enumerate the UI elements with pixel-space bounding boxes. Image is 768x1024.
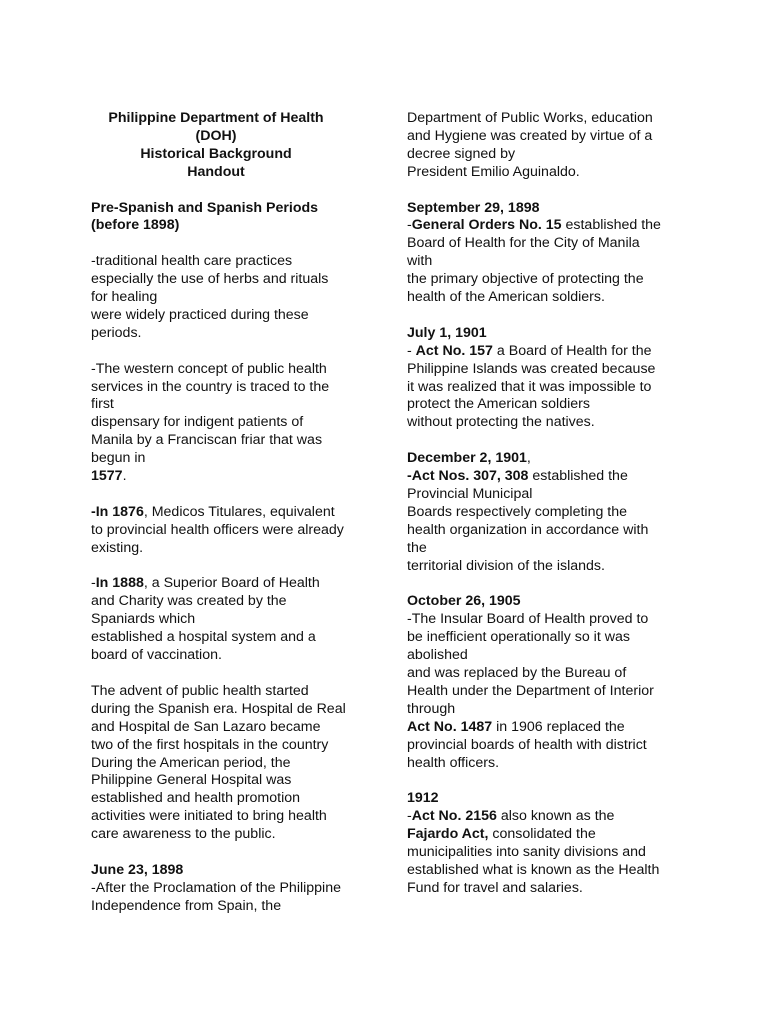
text-run: -The western concept of public health	[91, 360, 327, 377]
text-run: Philippine Islands was created because	[407, 360, 656, 377]
text-line	[407, 128, 692, 146]
text-run: were widely practiced during these	[91, 306, 309, 323]
text-line	[91, 540, 371, 558]
text-run: -After the Proclamation of the Philippine	[91, 879, 341, 896]
text-line	[407, 450, 692, 468]
text-line	[407, 325, 692, 343]
text-line	[91, 575, 371, 593]
paragraph-gap	[91, 235, 371, 253]
text-line	[91, 880, 371, 898]
text-run: Provincial Municipal	[407, 485, 533, 502]
text-line	[91, 772, 371, 790]
text-line	[407, 719, 692, 737]
text-run: , Medicos Titulares, equivalent	[143, 503, 335, 520]
text-line	[91, 379, 371, 397]
text-run: consolidated the	[488, 826, 596, 843]
bold-text: In 1888	[95, 575, 144, 592]
text-run: during the Spanish era. Hospital de Real	[91, 700, 346, 717]
bold-text: June 23, 1898	[91, 861, 184, 878]
text-line	[91, 737, 371, 755]
text-run: Independence from Spain, the	[91, 897, 282, 914]
text-line	[407, 200, 692, 218]
text-run: established the	[528, 468, 628, 485]
text-run: municipalities into sanity divisions and	[407, 844, 646, 861]
text-run: Philippine General Hospital was	[91, 772, 292, 789]
bold-text: Pre-Spanish and Spanish Periods	[91, 199, 319, 216]
text-line	[407, 396, 692, 414]
text-run: without protecting the natives.	[407, 414, 595, 431]
text-run: Manila by a Franciscan friar that was	[91, 432, 323, 449]
text-run: especially the use of herbs and rituals	[91, 271, 329, 288]
paragraph-gap	[91, 844, 371, 862]
paragraph-gap	[91, 558, 371, 576]
text-line	[407, 790, 692, 808]
bold-text: 1912	[407, 790, 439, 807]
text-run: -The Insular Board of Health proved to	[407, 611, 649, 628]
text-line	[91, 593, 371, 611]
bold-text: Act No. 1487	[407, 718, 493, 735]
text-run: two of the first hospitals in the country	[91, 736, 329, 753]
title-line: Philippine Department of Health	[108, 110, 324, 126]
text-line	[407, 665, 692, 683]
text-line	[91, 755, 371, 773]
text-run: -traditional health care practices	[91, 253, 293, 270]
text-line	[407, 737, 692, 755]
text-run: the primary objective of protecting the	[407, 271, 644, 288]
text-line	[407, 647, 692, 665]
left-column-body	[91, 182, 371, 916]
text-line	[407, 862, 692, 880]
paragraph-gap	[91, 486, 371, 504]
text-run: -	[407, 808, 412, 825]
text-line	[407, 629, 692, 647]
bold-text: 1577	[91, 468, 123, 485]
text-line	[407, 826, 692, 844]
bold-text: Act No. 157	[415, 342, 493, 359]
text-line	[91, 862, 371, 880]
text-line	[91, 289, 371, 307]
title-line: (DOH)	[195, 127, 237, 144]
text-run: it was realized that it was impossible to	[407, 378, 652, 395]
text-run: -	[407, 342, 416, 359]
text-line	[91, 808, 371, 826]
text-line	[407, 361, 692, 379]
bold-text: -Act Nos. 307, 308	[407, 468, 529, 485]
text-line	[407, 235, 692, 253]
paragraph-gap	[407, 772, 692, 790]
text-run: Board of Health for the City of Manila	[407, 235, 640, 252]
text-run: -	[407, 217, 412, 234]
text-line	[407, 522, 692, 540]
text-line	[407, 110, 692, 128]
text-run: periods.	[91, 324, 142, 341]
text-line	[91, 200, 371, 218]
paragraph-gap	[407, 307, 692, 325]
text-run: ,	[526, 450, 531, 467]
text-run: established a hospital system and a	[91, 629, 316, 646]
text-line	[91, 307, 371, 325]
title-line: Historical Background	[140, 145, 292, 162]
text-line	[91, 432, 371, 450]
text-line	[407, 414, 692, 432]
text-run: services in the country is traced to the	[91, 378, 330, 395]
handout-title	[91, 110, 341, 182]
text-line	[407, 755, 692, 773]
text-run: a Board of Health for the	[492, 342, 652, 359]
text-line	[91, 361, 371, 379]
text-run: decree signed by	[407, 145, 516, 162]
right-column-body	[407, 110, 692, 898]
text-line	[407, 808, 692, 826]
text-line	[407, 468, 692, 486]
bold-text: September 29, 1898	[407, 199, 540, 216]
text-run: Department of Public Works, education	[407, 110, 653, 126]
text-line	[407, 880, 692, 898]
bold-text: -In 1876	[91, 503, 144, 520]
text-run: first	[91, 396, 114, 413]
bold-text: Act No. 2156	[411, 808, 497, 825]
bold-text: July 1, 1901	[407, 324, 487, 341]
paragraph-gap	[407, 576, 692, 594]
text-line	[91, 611, 371, 629]
text-run: established the	[561, 217, 661, 234]
text-run: Health under the Department of Interior	[407, 682, 654, 699]
text-run: established what is known as the Health	[407, 861, 660, 878]
left-column	[91, 110, 371, 916]
text-run: Boards respectively completing the	[407, 503, 628, 520]
text-line	[91, 629, 371, 647]
text-run: and Hospital de San Lazaro became	[91, 718, 321, 735]
text-run: dispensary for indigent patients of	[91, 414, 304, 431]
text-line	[407, 289, 692, 307]
text-run: .	[122, 468, 127, 485]
text-run: abolished	[407, 647, 468, 664]
paragraph-gap	[91, 665, 371, 683]
text-run: During the American period, the	[91, 754, 291, 771]
text-line	[91, 647, 371, 665]
text-line	[407, 486, 692, 504]
text-line	[407, 683, 692, 701]
text-line	[407, 540, 692, 558]
title-line: Handout	[187, 163, 245, 180]
text-line	[407, 146, 692, 164]
text-run: and Hygiene was created by virtue of a	[407, 127, 653, 144]
text-run: health organization in accordance with	[407, 521, 649, 538]
text-line	[91, 271, 371, 289]
bold-text: Fajardo Act,	[407, 826, 489, 843]
text-run: health of the American soldiers.	[407, 289, 605, 306]
text-run: , a Superior Board of Health	[143, 575, 320, 592]
text-line	[91, 701, 371, 719]
paragraph-gap	[407, 182, 692, 200]
text-line	[91, 683, 371, 701]
text-line	[407, 164, 692, 182]
text-line	[91, 826, 371, 844]
text-line	[407, 701, 692, 719]
text-line	[91, 217, 371, 235]
text-line	[407, 611, 692, 629]
bold-text: (before 1898)	[91, 217, 180, 234]
text-run: -	[91, 575, 96, 592]
text-line	[91, 719, 371, 737]
text-run: begun in	[91, 450, 146, 467]
text-run: President Emilio Aguinaldo.	[407, 163, 580, 180]
text-line	[91, 414, 371, 432]
text-line	[91, 468, 371, 486]
text-run: Spaniards which	[91, 611, 196, 628]
text-line	[407, 271, 692, 289]
text-line	[407, 217, 692, 235]
text-run: and was replaced by the Bureau of	[407, 665, 627, 682]
text-run: established and health promotion	[91, 790, 301, 807]
text-line	[407, 504, 692, 522]
text-run: through	[407, 700, 456, 717]
text-line	[91, 790, 371, 808]
text-line	[91, 325, 371, 343]
text-run: provincial boards of health with district	[407, 736, 647, 753]
text-run: protect the American soldiers	[407, 396, 590, 413]
text-line	[91, 504, 371, 522]
paragraph-gap	[91, 182, 371, 200]
text-run: the	[407, 539, 427, 556]
text-run: territorial division of the islands.	[407, 557, 605, 574]
text-run: and Charity was created by the	[91, 593, 287, 610]
text-run: existing.	[91, 539, 144, 556]
text-line	[407, 844, 692, 862]
text-run: The advent of public health started	[91, 682, 309, 699]
text-line	[91, 450, 371, 468]
text-line	[91, 898, 371, 916]
text-line	[91, 253, 371, 271]
text-run: care awareness to the public.	[91, 826, 276, 843]
text-run: in 1906 replaced the	[492, 718, 625, 735]
text-run: Fund for travel and salaries.	[407, 879, 583, 896]
paragraph-gap	[91, 343, 371, 361]
text-line	[407, 343, 692, 361]
text-line	[91, 396, 371, 414]
paragraph-gap	[407, 432, 692, 450]
bold-text: General Orders No. 15	[411, 217, 562, 234]
right-column	[407, 110, 692, 898]
text-run: be inefficient operationally so it was	[407, 629, 630, 646]
bold-text: December 2, 1901	[407, 450, 527, 467]
text-run: also known as the	[496, 808, 615, 825]
text-run: for healing	[91, 289, 158, 306]
text-run: board of vaccination.	[91, 647, 222, 664]
text-line	[91, 522, 371, 540]
text-run: with	[407, 253, 433, 270]
text-run: activities were initiated to bring health	[91, 808, 327, 825]
text-line	[407, 593, 692, 611]
text-line	[407, 253, 692, 271]
text-line	[407, 558, 692, 576]
text-line	[407, 379, 692, 397]
text-run: to provincial health officers were already	[91, 521, 344, 538]
bold-text: October 26, 1905	[407, 593, 521, 610]
text-run: health officers.	[407, 754, 500, 771]
